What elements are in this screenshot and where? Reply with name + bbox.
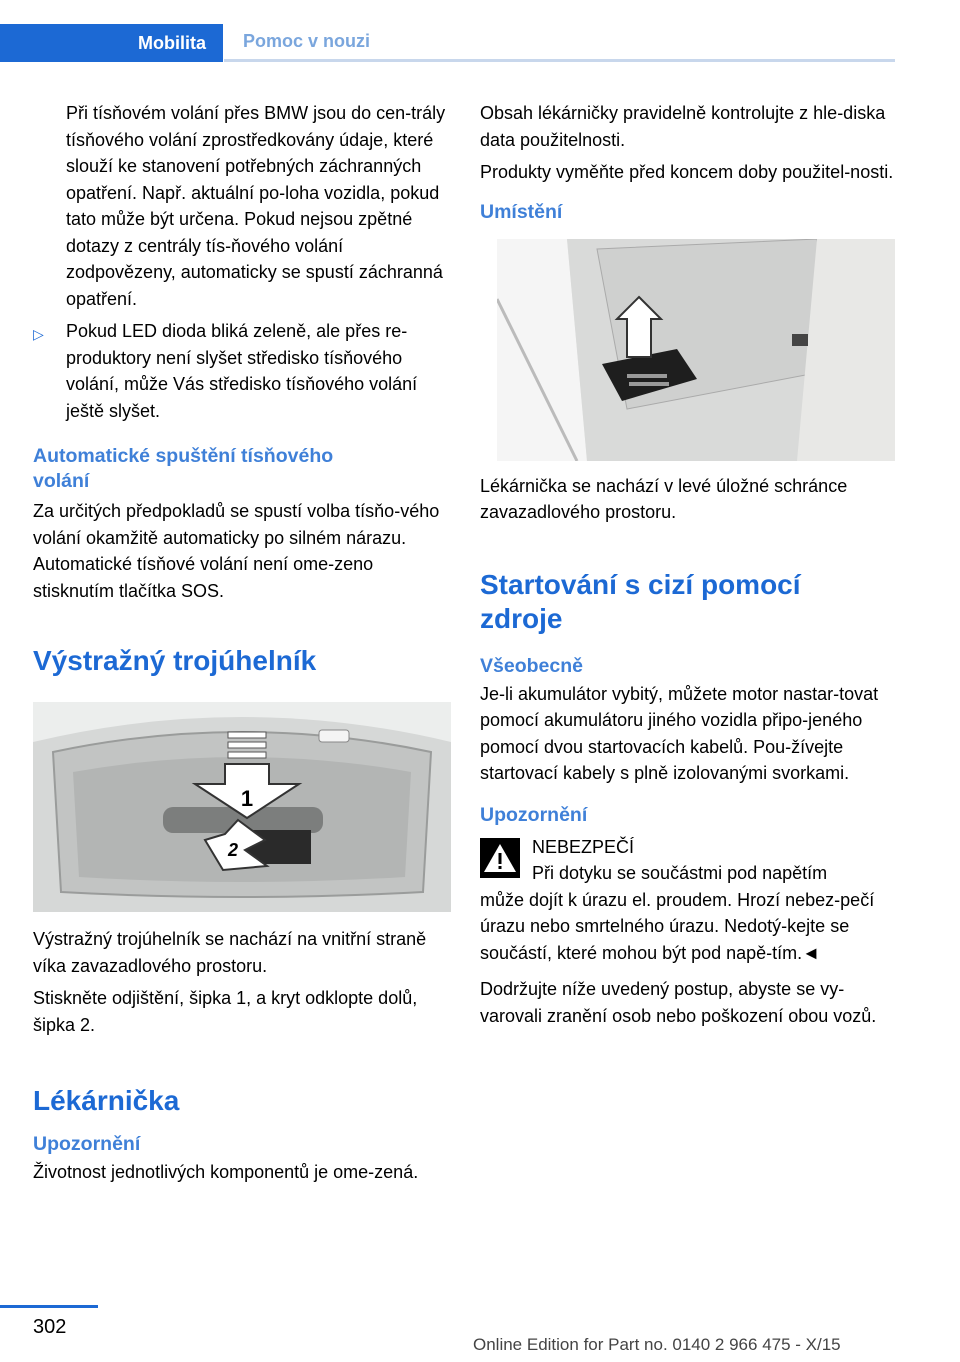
danger-text-first-line: Při dotyku se součástmi pod napětím (532, 863, 828, 883)
auto-call-heading: Automatické spuštění tísňového volání (33, 445, 334, 492)
tab-pomoc-v-nouzi[interactable]: Pomoc v nouzi (224, 24, 895, 62)
danger-label: NEBEZPEČÍ (532, 836, 635, 857)
intro-paragraph: Při tísňovém volání přes BMW jsou do cen-trály tísňového volání zprostředkovány údaje, které slouží ke stanovení potřebných záchranných opatření. Např. aktuální po-loha vozidla, pokud tato může být určena. Pokud nejsou zpětné dotazy z centrály tís-ňového volání zodpovězeny, automaticky se spustí záchranná opatření. (66, 103, 446, 309)
check-kit-text: Obsah lékárničky pravidelně kontrolujte z hle-diska data použitelnosti. (480, 103, 886, 150)
trunk-compartment-illustration (497, 239, 895, 461)
triangle-instructions: Stiskněte odjištění, šipka 1, a kryt odklopte dolů, šipka 2. (33, 988, 418, 1035)
first-aid-location-figure (497, 239, 895, 461)
bullet-item (33, 318, 451, 424)
danger-lead (532, 834, 827, 887)
trunk-lid-illustration (33, 702, 451, 912)
trunk-lid-figure (33, 702, 451, 912)
tab-mobilita[interactable]: Mobilita (0, 24, 223, 62)
follow-procedure-text: Dodržujte níže uvedený postup, abyste se vy-varovali zranění osob nebo poškození obou vozů. (480, 979, 877, 1026)
general-heading: Všeobecně (480, 654, 583, 677)
bullet-triangle-icon: ▷ (33, 326, 44, 342)
bullet-text: Pokud LED dioda bliká zeleně, ale přes re-produktory není slyšet středisko tísňového volání, může Vás středisko tísňového volání ještě slyšet. (66, 321, 418, 421)
location-heading: Umístění (480, 200, 563, 223)
auto-call-text: Za určitých předpokladů se spustí volba tísňo-vého volání okamžitě automaticky po silném nárazu. Automatické tísňové volání není ome-zeno stisknutím tlačítka SOS. (33, 501, 440, 601)
page-number: 302 (33, 1316, 67, 1338)
replace-products-text: Produkty vyměňte před koncem doby použitel-nosti. (480, 162, 894, 182)
warning-triangle-title: Výstražný trojúhelník (33, 645, 317, 676)
triangle-caption: Výstražný trojúhelník se nachází na vnitřní straně víka zavazadlového prostoru. (33, 929, 427, 976)
danger-text: může dojít k úrazu el. proudem. Hrozí nebez-pečí úrazu nebo smrtelného úrazu. Nedotý-kejte se součástí, které mohou být pod napě-tím.◄ (480, 889, 875, 963)
first-aid-text: Životnost jednotlivých komponentů je ome-zená. (33, 1162, 419, 1182)
right-column (480, 100, 898, 1029)
first-aid-subheading: Upozornění (33, 1133, 141, 1155)
footer-accent-line (0, 1305, 98, 1308)
header-tabs (0, 24, 895, 62)
arrow-2-label: 2 (227, 840, 239, 860)
warning-heading: Upozornění (480, 803, 588, 826)
warning-triangle-icon (480, 838, 520, 878)
jump-start-title: Startování s cizí pomocí zdroje (480, 568, 801, 634)
edition-note: Online Edition for Part no. 0140 2 966 475 - X/15 (473, 1335, 841, 1354)
danger-notice (480, 834, 898, 887)
left-column (33, 100, 451, 1186)
location-caption: Lékárnička se nachází v levé úložné schránce zavazadlového prostoru. (480, 475, 848, 522)
arrow-1-label: 1 (240, 786, 254, 811)
first-aid-title: Lékárnička (33, 1085, 180, 1116)
general-text: Je-li akumulátor vybitý, můžete motor nastar-tovat pomocí akumulátoru jiného vozidla připo-jeného pomocí dvou startovacích kabelů. Pou-žívejte startovací kabely s plně izolovanými svorkami. (480, 683, 879, 783)
